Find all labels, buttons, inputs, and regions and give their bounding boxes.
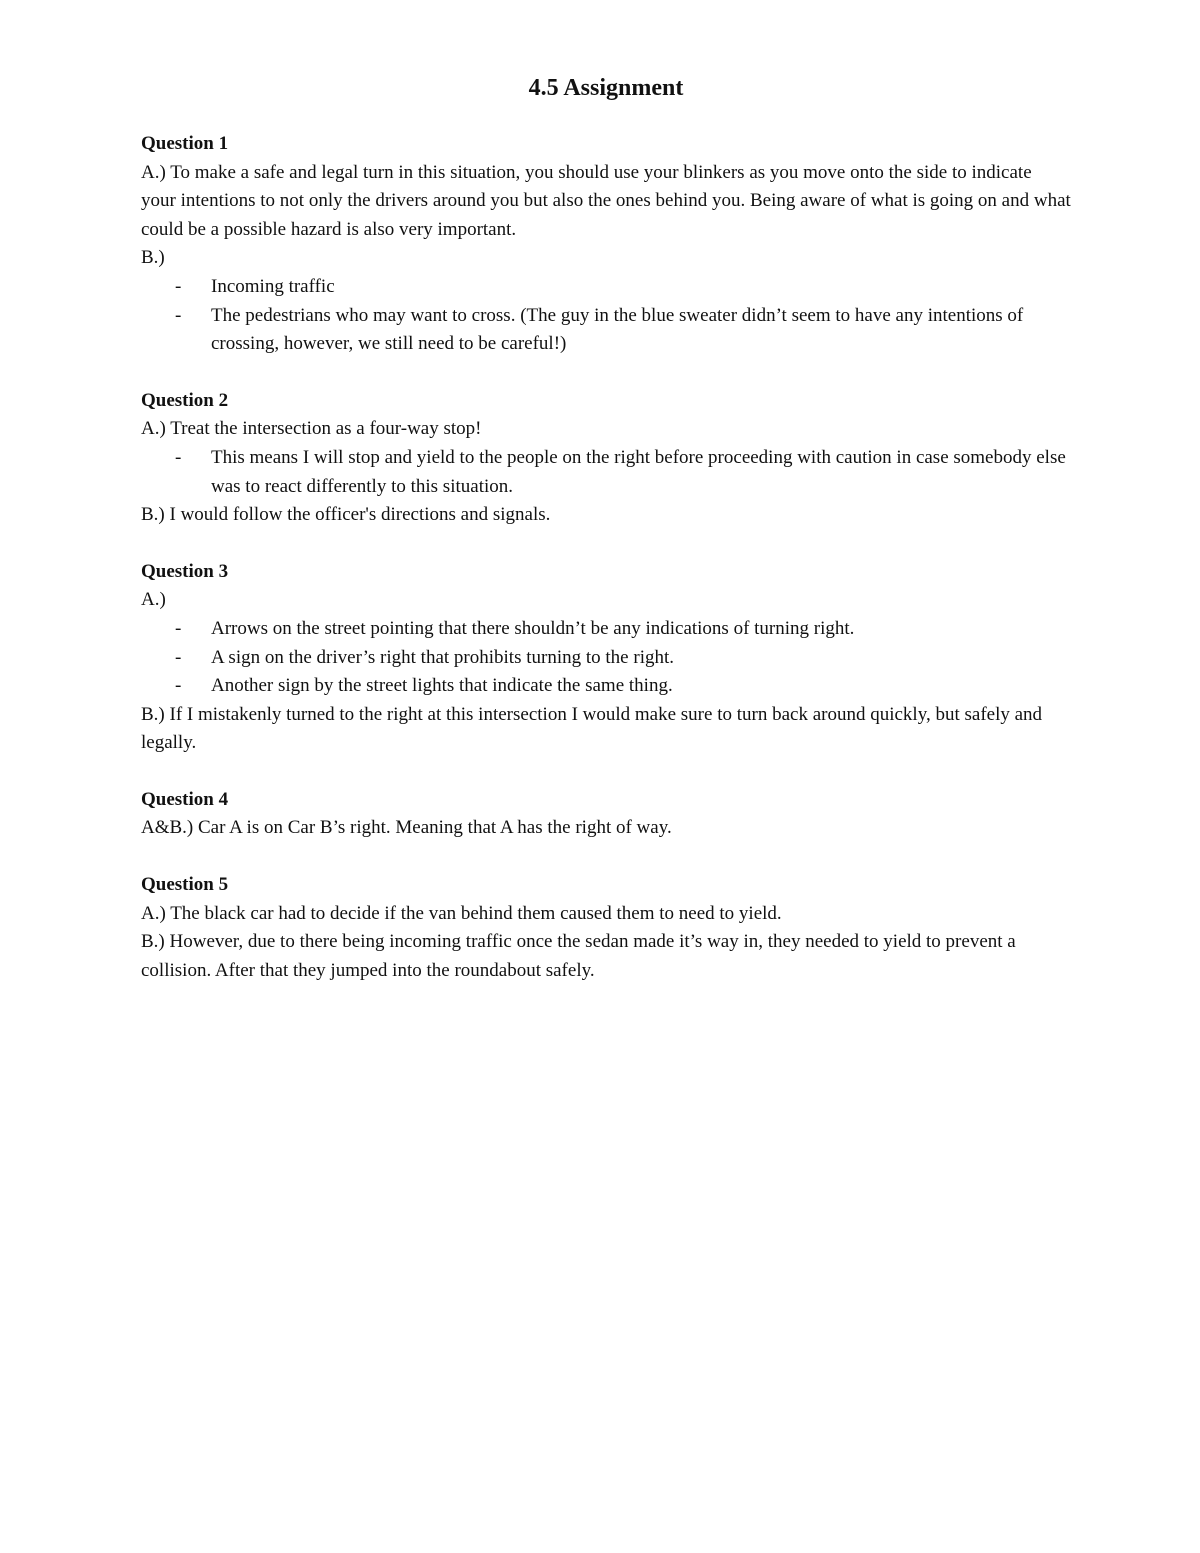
question-section xyxy=(141,387,1071,530)
answer-paragraph: B.) If I mistakenly turned to the right at this intersection I would make sure to turn back around quickly, but safely and legally. xyxy=(141,703,1043,754)
answer-paragraph: B.) xyxy=(141,247,165,269)
bullet-item xyxy=(141,273,1071,302)
bullet-text: Arrows on the street pointing that there shouldn’t be any indications of turning right. xyxy=(211,617,855,639)
bullet-item xyxy=(141,302,1071,359)
bullet-text: The pedestrians who may want to cross. (The guy in the blue sweater didn’t seem to have any intentions of crossing, however, we still need to be careful!) xyxy=(211,304,1024,355)
answer-paragraph: A.) Treat the intersection as a four-way stop! xyxy=(141,418,482,440)
answer-paragraph: A.) xyxy=(141,589,166,611)
answer-paragraph: A.) The black car had to decide if the van behind them caused them to need to yield. xyxy=(141,902,782,924)
bullet-list xyxy=(141,444,1071,501)
question-section xyxy=(141,130,1071,359)
question-heading: Question 3 xyxy=(141,560,229,582)
bullet-item xyxy=(141,672,1071,701)
dash-bullet-icon: - xyxy=(175,446,182,468)
bullet-text: A sign on the driver’s right that prohibits turning to the right. xyxy=(211,646,674,668)
document-title: 4.5 Assignment xyxy=(528,75,684,101)
bullet-text: Incoming traffic xyxy=(211,275,335,297)
question-heading: Question 4 xyxy=(141,788,229,810)
question-section xyxy=(141,558,1071,758)
answer-paragraph: A&B.) Car A is on Car B’s right. Meaning that A has the right of way. xyxy=(141,817,672,839)
question-heading: Question 1 xyxy=(141,133,229,154)
answer-paragraph: B.) I would follow the officer's directions and signals. xyxy=(141,504,551,526)
dash-bullet-icon: - xyxy=(175,617,182,639)
document-page xyxy=(141,68,1071,1013)
bullet-item xyxy=(141,644,1071,673)
dash-bullet-icon: - xyxy=(175,304,182,326)
question-heading: Question 5 xyxy=(141,874,229,896)
answer-paragraph: A.) To make a safe and legal turn in this situation, you should use your blinkers as you move onto the side to indicate your intentions to not only the drivers around you but also the ones behind you. Being aware of what is going on and what could be a possible hazard is also very important. xyxy=(141,161,1071,240)
bullet-text: This means I will stop and yield to the people on the right before proceeding with caution in case somebody else was to react differently to this situation. xyxy=(211,446,1066,497)
answer-paragraph: B.) However, due to there being incoming traffic once the sedan made it’s way in, they needed to yield to prevent a collision. After that they jumped into the roundabout safely. xyxy=(141,931,1016,981)
dash-bullet-icon: - xyxy=(175,275,182,297)
question-heading: Question 2 xyxy=(141,389,229,411)
dash-bullet-icon: - xyxy=(175,646,182,668)
question-section xyxy=(141,871,1071,985)
bullet-list xyxy=(141,615,1071,701)
bullet-text: Another sign by the street lights that indicate the same thing. xyxy=(211,675,673,697)
bullet-item xyxy=(141,615,1071,644)
dash-bullet-icon: - xyxy=(175,675,182,697)
bullet-item xyxy=(141,444,1071,501)
bullet-list xyxy=(141,273,1071,359)
questions-container xyxy=(141,130,1071,985)
question-section xyxy=(141,786,1071,843)
